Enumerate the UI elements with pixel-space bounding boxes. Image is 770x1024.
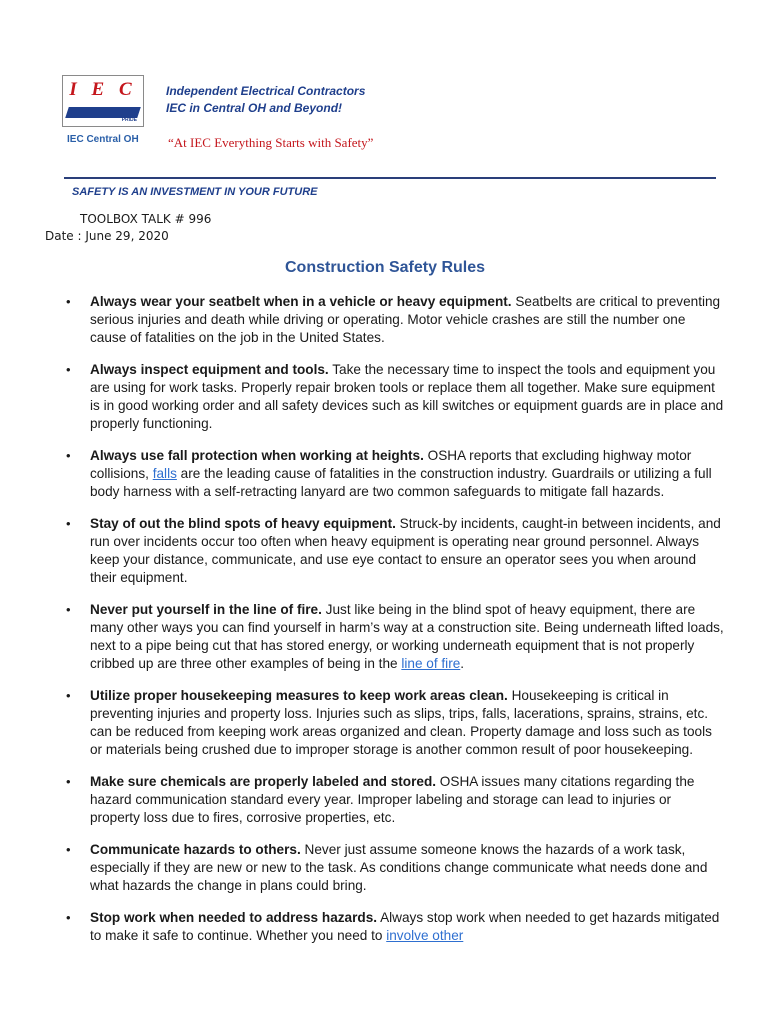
list-item [60,293,724,347]
iec-logo-sub-mark: PRIDE [121,117,137,123]
list-item [60,515,724,587]
list-item [60,909,724,945]
bullet-icon: • [66,910,71,925]
line-of-fire-link[interactable]: line of fire [401,656,461,671]
iec-logo-letters: I E C [69,79,137,100]
rule-body: Never just assume someone knows the hazards of a work task, especially if they are new or new to the task. As conditions change communicate what needs done and what hazards the change in plans could bring. [90,842,708,893]
bullet-icon: • [66,842,71,857]
document-title: Construction Safety Rules [284,259,486,276]
list-item [60,841,724,895]
header-divider [64,177,716,179]
falls-link[interactable]: falls [152,466,177,481]
rule-body: Just like being in the blind spot of heavy equipment, there are many other ways you can find yourself in harm’s way at a construction site. Being underneath lifted loads, next to a pipe being cut that has stored energy, or working underneath equipment that is not properly cribbed up are three other examples of being in the [90,602,724,671]
rule-heading: Always wear your seatbelt when in a vehicle or heavy equipment. [90,294,512,309]
rule-heading: Utilize proper housekeeping measures to keep work areas clean. [90,688,508,703]
bullet-icon: • [66,602,71,617]
list-item [60,361,724,433]
logo-caption: IEC Central OH [67,134,139,145]
organization-name: Independent Electrical Contractors [166,84,366,98]
bullet-icon: • [66,516,71,531]
rule-body: OSHA issues many citations regarding the hazard communication standard every year. Improper labeling and storage can lead to injuries or property loss due to fires, corrosive properties, etc. [90,774,695,825]
safety-tagline: SAFETY IS AN INVESTMENT IN YOUR FUTURE [72,186,318,198]
list-item [60,447,724,501]
talk-date: Date : June 29, 2020 [45,229,169,243]
rule-heading: Make sure chemicals are properly labeled and stored. [90,774,437,789]
rule-heading: Always use fall protection when working at heights. [90,448,424,463]
bullet-icon: • [66,448,71,463]
rule-body: Always stop work when needed to get hazards mitigated to make it safe to continue. Whether you need to [90,910,720,943]
rule-heading: Stop work when needed to address hazards. [90,910,378,925]
rule-body-continued: . [460,656,465,671]
rule-body: Seatbelts are critical to preventing serious injuries and death while driving or operating. Motor vehicle crashes are still the number one cause of fatalities on the job in the United States. [90,294,721,345]
rule-heading: Communicate hazards to others. [90,842,301,857]
bullet-icon: • [66,294,71,309]
safety-rules-list [60,293,724,959]
iec-logo [62,75,144,127]
list-item [60,601,724,673]
toolbox-talk-number: TOOLBOX TALK # 996 [80,212,212,226]
involve-other-link[interactable]: involve other [386,928,464,943]
safety-motto: “At IEC Everything Starts with Safety” [168,135,374,150]
rule-heading: Stay of out the blind spots of heavy equipment. [90,516,396,531]
bullet-icon: • [66,774,71,789]
rule-body: Housekeeping is critical in preventing injuries and property loss. Injuries such as slips, trips, falls, lacerations, sprains, strains, etc. can be reduced from keeping work areas organized and clean. Property damage and loss such as tools or materials being crushed due to improper storage is another common result of poor housekeeping. [90,688,712,757]
list-item [60,687,724,759]
list-item [60,773,724,827]
rule-heading: Never put yourself in the line of fire. [90,602,322,617]
organization-subtitle: IEC in Central OH and Beyond! [166,101,343,115]
rule-body: Struck-by incidents, caught-in between incidents, and run over incidents occur too often when heavy equipment is operating near ground personnel. Always keep your distance, communicate, and use eye contact to ensure an operator sees you when around their equipment. [90,516,721,585]
bullet-icon: • [66,688,71,703]
rule-body: Take the necessary time to inspect the tools and equipment you are using for work tasks. Properly repair broken tools or replace them all together. Make sure equipment is in good working order and all safety devices such as kill switches or equipment guards are in place and properly functioning. [90,362,724,431]
bullet-icon: • [66,362,71,377]
rule-heading: Always inspect equipment and tools. [90,362,329,377]
rule-body: OSHA reports that excluding highway motor collisions, [90,448,692,481]
rule-body-continued: are the leading cause of fatalities in the construction industry. Guardrails or utilizing a full body harness with a self-retracting lanyard are two common safeguards to mitigate fall hazards. [90,466,712,499]
